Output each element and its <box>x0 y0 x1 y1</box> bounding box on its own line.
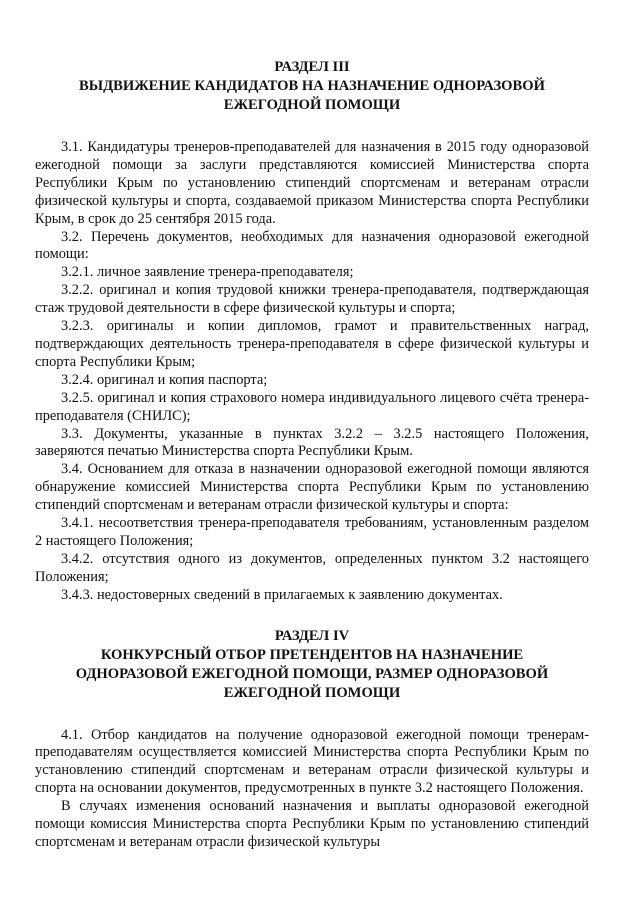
section-3-title-line-1: ВЫДВИЖЕНИЕ КАНДИДАТОВ НА НАЗНАЧЕНИЕ ОДНОРАЗОВОЙ <box>79 78 545 94</box>
paragraph-3-2-4: 3.2.4. оригинал и копия паспорта; <box>61 371 268 388</box>
paragraph-3-4-2: 3.4.2. отсутствия одного из документов, определенных пунктом 3.2 настоящего Положения; <box>35 550 589 585</box>
paragraph-3-4-3: 3.4.3. недостоверных сведений в прилагаемых к заявлению документах. <box>61 586 503 603</box>
paragraph-3-4-1: 3.4.1. несоответствия тренера-преподавателя требованиям, установленным разделом 2 настоящего Положения; <box>35 515 589 549</box>
section-4-title-line-2: ОДНОРАЗОВОЙ ЕЖЕГОДНОЙ ПОМОЩИ, РАЗМЕР ОДНОРАЗОВОЙ <box>75 665 549 682</box>
section-4-body <box>35 727 589 852</box>
paragraph-3-2-5: 3.2.5. оригинал и копия страхового номера индивидуального лицевого счёта тренера-преподавателя (СНИЛС); <box>35 389 589 424</box>
section-4-heading <box>35 627 589 703</box>
paragraph-3-2: 3.2. Перечень документов, необходимых для назначения одноразовой ежегодной помощи: <box>35 228 589 263</box>
paragraph-3-2-2: 3.2.2. оригинал и копия трудовой книжки тренера-преподавателя, подтверждающая стаж трудовой деятельности в сфере физической культуры и спорта; <box>35 282 589 317</box>
paragraph-3-2-1: 3.2.1. личное заявление тренера-преподавателя; <box>61 264 354 281</box>
paragraph-3-3: 3.3. Документы, указанные в пунктах 3.2.2 – 3.2.5 настоящего Положения, заверяются печатью Министерства спорта Республики Крым. <box>35 425 589 460</box>
document-page <box>35 58 589 852</box>
paragraph-4-1: 4.1. Отбор кандидатов на получение одноразовой ежегодной помощи тренерам-преподавателям осуществляется комиссией Министерства спорта Республики Крым по установлению стипендий спортсменам и ветеранам отрасли физической культуры и спорта на основании документов, предусмотренных в пункте 3.2 настоящего Положения. <box>35 726 589 797</box>
section-3-title-line-2: ЕЖЕГОДНОЙ ПОМОЩИ <box>223 97 401 113</box>
paragraph-3-1: 3.1. Кандидатуры тренеров-преподавателей для назначения в 2015 году одноразовой ежегодной помощи за заслуги представляются комиссией Министерства спорта Республики Крым по установлению стипендий спортсменам и ветеранам отрасли физической культуры и спорта, создаваемой приказом Министерства спорта Республики Крым, в срок до 25 сентября 2015 года. <box>35 139 589 227</box>
section-3-body <box>35 139 589 605</box>
section-3-heading <box>35 58 589 115</box>
paragraph-3-4: 3.4. Основанием для отказа в назначении одноразовой ежегодной помощи являются обнаружение комиссией Министерства спорта Республики Крым по установлению стипендий спортсменам и ветеранам отрасли физической культуры и спорта: <box>35 461 589 514</box>
section-4-number: РАЗДЕЛ IV <box>274 627 350 644</box>
paragraph-3-2-3: 3.2.3. оригиналы и копии дипломов, грамот и правительственных наград, подтверждающих деятельность тренера-преподавателя в сфере физической культуры и спорта Республики Крым; <box>35 318 589 370</box>
section-4-title-line-3: ЕЖЕГОДНОЙ ПОМОЩИ <box>223 684 401 701</box>
paragraph-4-1-continued: В случаях изменения оснований назначения и выплаты одноразовой ежегодной помощи комиссия Министерства спорта Республики Крым по установлению стипендий спортсменам и ветеранам отрасли физической культуры <box>35 798 589 850</box>
section-4-title-line-1: КОНКУРСНЫЙ ОТБОР ПРЕТЕНДЕНТОВ НА НАЗНАЧЕНИЕ <box>100 646 524 663</box>
section-3-number: РАЗДЕЛ III <box>274 59 350 75</box>
